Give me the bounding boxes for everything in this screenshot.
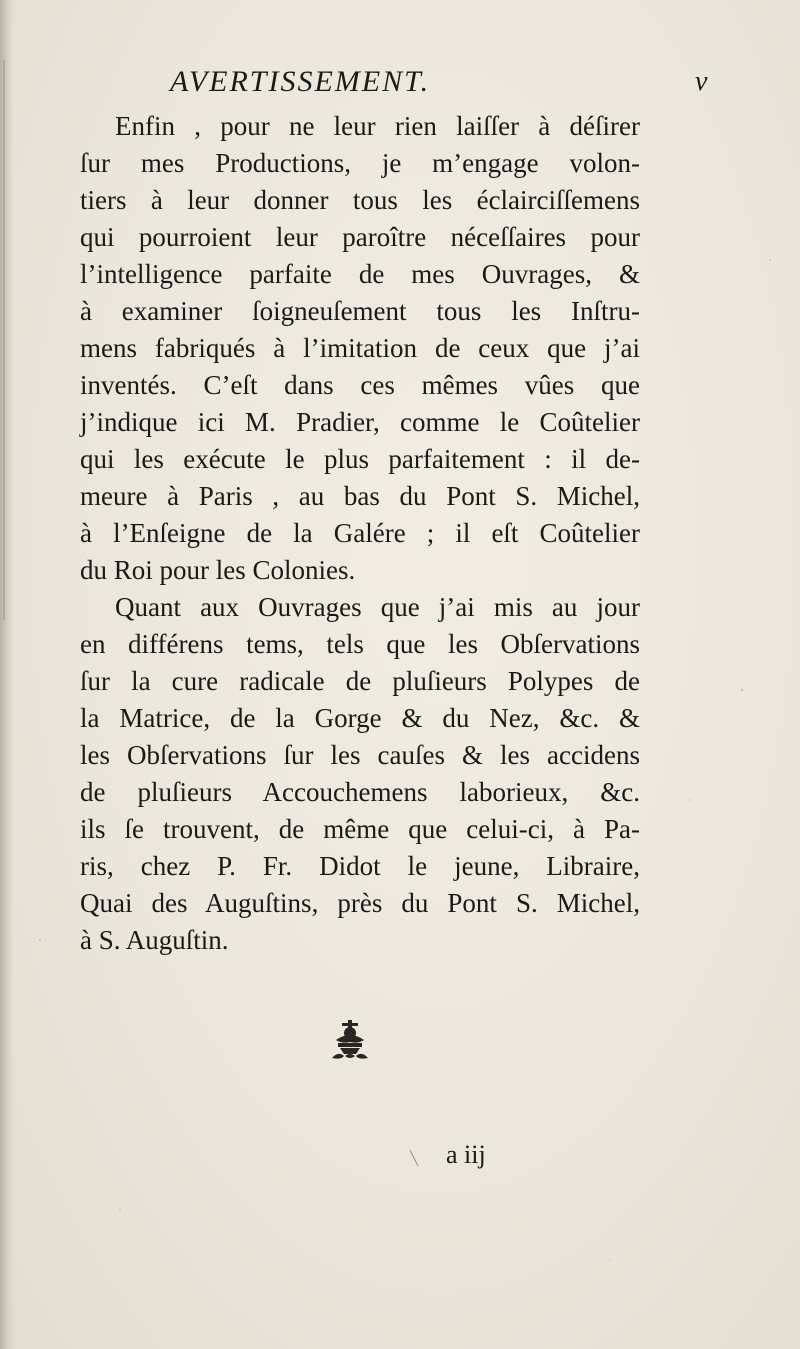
fleuron-ornament-icon <box>328 1018 372 1062</box>
text-line: à S. Auguſtin. <box>80 925 229 955</box>
text-line: qui les exécute le plus parfaitement : il de- <box>80 444 640 474</box>
text-line: j’indique ici M. Pradier, comme le Coûtelier <box>80 407 640 437</box>
text-line: ſur mes Productions, je m’engage volon- <box>80 148 640 178</box>
text-line: à examiner ſoigneuſement tous les Inſtru- <box>80 296 640 326</box>
text-line: à l’Enſeigne de la Galére ; il eſt Coûtelier <box>80 518 640 548</box>
page-header <box>170 62 590 102</box>
body-text <box>80 108 640 959</box>
page-number: v <box>695 66 708 97</box>
text-line: Quai des Auguſtins, près du Pont S. Michel, <box>80 888 640 918</box>
text-line: ils ſe trouvent, de même que celui-ci, à Pa- <box>80 814 640 844</box>
text-line: l’intelligence parfaite de mes Ouvrages, & <box>80 259 640 289</box>
text-line: inventés. C’eſt dans ces mêmes vûes que <box>80 370 640 400</box>
running-head: AVERTISSEMENT. <box>170 65 431 98</box>
text-line: en différens tems, tels que les Obſervations <box>80 629 640 659</box>
text-line: meure à Paris , au bas du Pont S. Michel, <box>80 481 640 511</box>
text-line: ris, chez P. Fr. Didot le jeune, Libraire, <box>80 851 640 881</box>
text-line: qui pourroient leur paroître néceſſaires pour <box>80 222 640 252</box>
text-line: tiers à leur donner tous les éclairciſſemens <box>80 185 640 215</box>
text-line: du Roi pour les Colonies. <box>80 555 356 585</box>
text-line: la Matrice, de la Gorge & du Nez, &c. & <box>80 703 640 733</box>
text-line: ſur la cure radicale de pluſieurs Polypes de <box>80 666 640 696</box>
gutter-edge-line <box>3 60 5 620</box>
text-line: de pluſieurs Accouchemens laborieux, &c. <box>80 777 640 807</box>
text-line: Enfin , pour ne leur rien laiſſer à déſirer <box>115 111 640 141</box>
signature-mark: a iij <box>446 1140 486 1169</box>
text-line: Quant aux Ouvrages que j’ai mis au jour <box>115 592 640 622</box>
text-line: mens fabriqués à l’imitation de ceux que j’ai <box>80 333 640 363</box>
text-line: les Obſervations ſur les cauſes & les accidens <box>80 740 640 770</box>
